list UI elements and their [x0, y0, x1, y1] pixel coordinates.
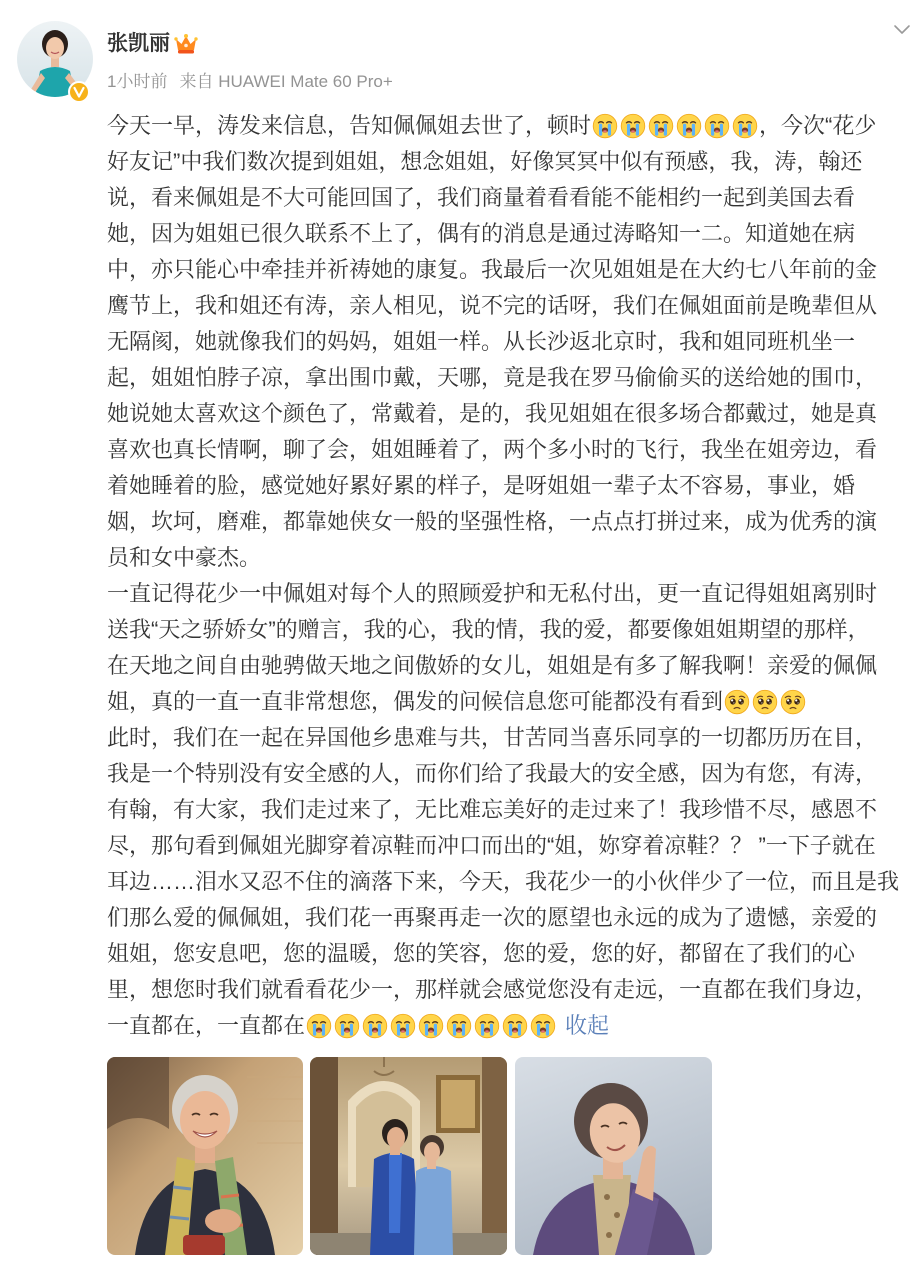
post-text-line: 姐，真的一直一直非常想您，偶发的问候信息您可能都没有看到 [107, 684, 913, 720]
pleading-face-emoji-icon [752, 689, 778, 715]
collapse-link[interactable]: 收起 [565, 1013, 610, 1038]
loudly-crying-emoji-icon [362, 1013, 388, 1039]
post-source: 来自 HUAWEI Mate 60 Pro+ [179, 72, 393, 91]
post-text-line: 尽，那句看到佩姐光脚穿着凉鞋而冲口而出的“姐，妳穿着凉鞋？？ ”一下子就在 [107, 833, 876, 858]
verified-v-badge-icon [68, 81, 90, 103]
post-text-line: 姻，坎坷，磨难，都靠她侠女一般的坚强性格，一点点打拼过来，成为优秀的演 [107, 509, 878, 534]
loudly-crying-emoji-icon [530, 1013, 556, 1039]
post-photo-2[interactable] [310, 1057, 507, 1255]
post-text-line: 今天一早，涛发来信息，告知佩佩姐去世了，顿时 ，今次“花少 [107, 113, 877, 138]
loudly-crying-emoji-icon [474, 1013, 500, 1039]
post-text [107, 108, 913, 1044]
loudly-crying-emoji-icon [732, 113, 758, 139]
loudly-crying-emoji-icon [390, 1013, 416, 1039]
loudly-crying-emoji-icon [620, 113, 646, 139]
post-text-line: 无隔阂，她就像我们的妈妈，姐姐一样。从长沙返北京时，我和姐同班机坐一 [107, 329, 856, 354]
post-text-line: 里，想您时我们就看看花少一，那样就会感觉您没有走远，一直都在我们身边， [107, 977, 878, 1002]
author-name[interactable]: 张凯丽 [107, 32, 170, 55]
post-text-line: 在天地之间自由驰骋做天地之间傲娇的女儿，姐姐是有多了解我啊！亲爱的佩佩 [107, 653, 878, 678]
chevron-down-icon[interactable] [893, 24, 911, 36]
post-text-line: 一直都在，一直都在 收起 [107, 1013, 610, 1038]
post-text-line: 一直记得花少一中佩姐对每个人的照顾爱护和无私付出，更一直记得姐姐离别时 [107, 581, 878, 606]
post-text-line: 着她睡着的脸，感觉她好累好累的样子，是呀姐姐一辈子太不容易，事业，婚 [107, 473, 856, 498]
post-text-line: 她，因为姐姐已很久联系不上了，偶有的消息是通过涛略知一二。知道她在病 [107, 221, 856, 246]
post-photo-1[interactable] [107, 1057, 303, 1255]
post-text-line: 此时，我们在一起在异国他乡患难与共，甘苦同当喜乐同享的一切都历历在目， [107, 725, 878, 750]
post-text-line: 们那么爱的佩佩姐，我们花一再聚再走一次的愿望也永远的成为了遗憾，亲爱的 [107, 905, 878, 930]
loudly-crying-emoji-icon [502, 1013, 528, 1039]
post-text-line: 有翰，有大家，我们走过来了，无比难忘美好的走过来了！我珍惜不尽，感恩不 [107, 797, 878, 822]
post-time[interactable]: 1小时前 [107, 72, 168, 91]
post-text-line: 起，姐姐怕脖子凉，拿出围巾戴，天哪，竟是我在罗马偷偷买的送给她的围巾， [107, 365, 878, 390]
post-meta [107, 70, 393, 94]
post-text-line: 中，亦只能心中牵挂并祈祷她的康复。我最后一次见姐姐是在大约七八年前的金 [107, 257, 878, 282]
post-text-line: 她说她太喜欢这个颜色了，常戴着，是的，我见姐姐在很多场合都戴过，她是真 [107, 401, 878, 426]
loudly-crying-emoji-icon [306, 1013, 332, 1039]
loudly-crying-emoji-icon [704, 113, 730, 139]
post-text-line: 耳边……泪水又忍不住的滴落下来，今天，我花少一的小伙伴少了一位，而且是我 [107, 869, 900, 894]
crown-member-icon[interactable] [174, 33, 198, 55]
post-text-line: 员和女中豪杰。 [107, 545, 262, 570]
post-text-line: 喜欢也真长情啊，聊了会，姐姐睡着了，两个多小时的飞行，我坐在姐旁边，看 [107, 437, 878, 462]
post-text-line: 好友记”中我们数次提到姐姐，想念姐姐，好像冥冥中似有预感，我，涛，翰还 [107, 149, 863, 174]
loudly-crying-emoji-icon [676, 113, 702, 139]
loudly-crying-emoji-icon [334, 1013, 360, 1039]
loudly-crying-emoji-icon [446, 1013, 472, 1039]
post-text-line: 送我“天之骄娇女”的赠言，我的心，我的情，我的爱，都要像姐姐期望的那样， [107, 617, 870, 642]
post-text-line: 我是一个特别没有安全感的人，而你们给了我最大的安全感，因为有您，有涛， [107, 761, 878, 786]
post-text-line: 说，看来佩姐是不大可能回国了，我们商量着看看能不能相约一起到美国去看 [107, 185, 856, 210]
loudly-crying-emoji-icon [648, 113, 674, 139]
post-text-line: 姐姐，您安息吧，您的温暖，您的笑容，您的爱，您的好，都留在了我们的心 [107, 941, 856, 966]
pleading-face-emoji-icon [724, 689, 750, 715]
post-text-line: 鹰节上，我和姐还有涛，亲人相见，说不完的话呀，我们在佩姐面前是晚辈但从 [107, 293, 878, 318]
pleading-face-emoji-icon [780, 689, 806, 715]
loudly-crying-emoji-icon [418, 1013, 444, 1039]
post-photo-3[interactable] [515, 1057, 712, 1255]
loudly-crying-emoji-icon [592, 113, 618, 139]
